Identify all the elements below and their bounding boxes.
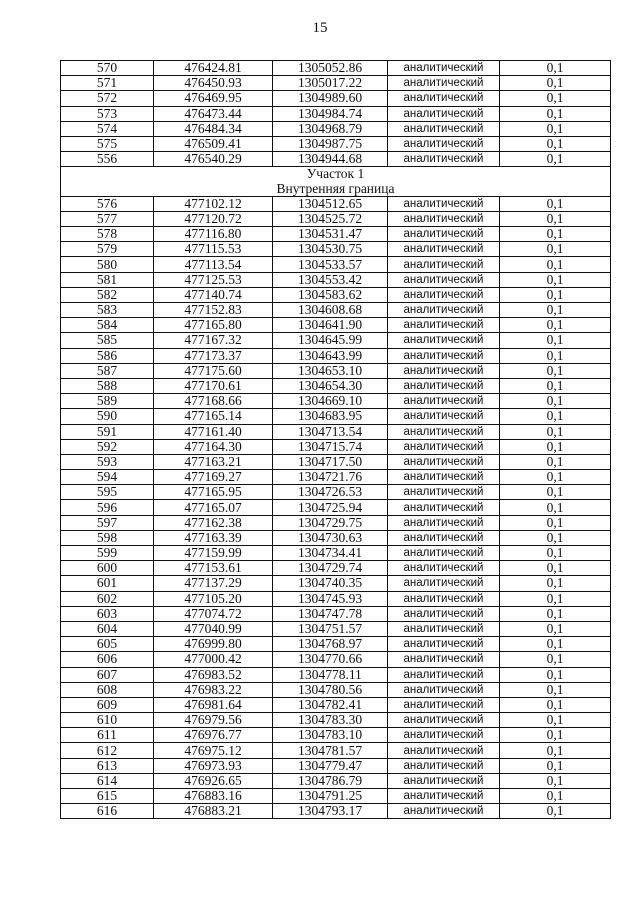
method-cell: аналитический <box>388 591 500 606</box>
x-coordinate-cell: 477163.39 <box>154 530 273 545</box>
point-number-cell: 605 <box>61 637 154 652</box>
y-coordinate-cell: 1304781.57 <box>273 743 388 758</box>
accuracy-cell: 0,1 <box>500 152 611 167</box>
accuracy-cell: 0,1 <box>500 773 611 788</box>
x-coordinate-cell: 477105.20 <box>154 591 273 606</box>
point-number-cell: 586 <box>61 348 154 363</box>
x-coordinate-cell: 476983.52 <box>154 667 273 682</box>
method-cell: аналитический <box>388 227 500 242</box>
x-coordinate-cell: 476973.93 <box>154 758 273 773</box>
x-coordinate-cell: 476473.44 <box>154 106 273 121</box>
y-coordinate-cell: 1304729.74 <box>273 561 388 576</box>
table-row <box>61 485 611 500</box>
method-cell: аналитический <box>388 318 500 333</box>
x-coordinate-cell: 477153.61 <box>154 561 273 576</box>
accuracy-cell: 0,1 <box>500 500 611 515</box>
x-coordinate-cell: 477137.29 <box>154 576 273 591</box>
method-cell: аналитический <box>388 121 500 136</box>
point-number-cell: 603 <box>61 606 154 621</box>
table-row <box>61 652 611 667</box>
point-number-cell: 598 <box>61 530 154 545</box>
y-coordinate-cell: 1304553.42 <box>273 272 388 287</box>
y-coordinate-cell: 1304530.75 <box>273 242 388 257</box>
table-row <box>61 91 611 106</box>
accuracy-cell: 0,1 <box>500 378 611 393</box>
table-row <box>61 61 611 76</box>
accuracy-cell: 0,1 <box>500 713 611 728</box>
x-coordinate-cell: 477167.32 <box>154 333 273 348</box>
method-cell: аналитический <box>388 363 500 378</box>
y-coordinate-cell: 1304740.35 <box>273 576 388 591</box>
point-number-cell: 571 <box>61 76 154 91</box>
y-coordinate-cell: 1304533.57 <box>273 257 388 272</box>
method-cell: аналитический <box>388 211 500 226</box>
x-coordinate-cell: 477164.30 <box>154 439 273 454</box>
table-row <box>61 667 611 682</box>
y-coordinate-cell: 1304786.79 <box>273 773 388 788</box>
accuracy-cell: 0,1 <box>500 561 611 576</box>
accuracy-cell: 0,1 <box>500 318 611 333</box>
accuracy-cell: 0,1 <box>500 272 611 287</box>
method-cell: аналитический <box>388 515 500 530</box>
accuracy-cell: 0,1 <box>500 546 611 561</box>
y-coordinate-cell: 1304725.94 <box>273 500 388 515</box>
y-coordinate-cell: 1304782.41 <box>273 697 388 712</box>
method-cell: аналитический <box>388 667 500 682</box>
accuracy-cell: 0,1 <box>500 682 611 697</box>
point-number-cell: 570 <box>61 61 154 76</box>
table-row <box>61 804 611 819</box>
x-coordinate-cell: 476424.81 <box>154 61 273 76</box>
y-coordinate-cell: 1304780.56 <box>273 682 388 697</box>
method-cell: аналитический <box>388 621 500 636</box>
accuracy-cell: 0,1 <box>500 470 611 485</box>
table-row <box>61 378 611 393</box>
y-coordinate-cell: 1304770.66 <box>273 652 388 667</box>
table-row <box>61 333 611 348</box>
method-cell: аналитический <box>388 136 500 151</box>
point-number-cell: 585 <box>61 333 154 348</box>
y-coordinate-cell: 1304717.50 <box>273 454 388 469</box>
table-row <box>61 758 611 773</box>
point-number-cell: 610 <box>61 713 154 728</box>
accuracy-cell: 0,1 <box>500 287 611 302</box>
x-coordinate-cell: 477000.42 <box>154 652 273 667</box>
y-coordinate-cell: 1304654.30 <box>273 378 388 393</box>
x-coordinate-cell: 477161.40 <box>154 424 273 439</box>
method-cell: аналитический <box>388 272 500 287</box>
point-number-cell: 575 <box>61 136 154 151</box>
x-coordinate-cell: 477165.07 <box>154 500 273 515</box>
accuracy-cell: 0,1 <box>500 576 611 591</box>
table-row <box>61 196 611 211</box>
table-row <box>61 287 611 302</box>
accuracy-cell: 0,1 <box>500 789 611 804</box>
x-coordinate-cell: 477169.27 <box>154 470 273 485</box>
table-row <box>61 257 611 272</box>
point-number-cell: 608 <box>61 682 154 697</box>
point-number-cell: 583 <box>61 303 154 318</box>
accuracy-cell: 0,1 <box>500 303 611 318</box>
point-number-cell: 587 <box>61 363 154 378</box>
table-row <box>61 424 611 439</box>
y-coordinate-cell: 1304645.99 <box>273 333 388 348</box>
y-coordinate-cell: 1304641.90 <box>273 318 388 333</box>
table-row <box>61 211 611 226</box>
table-row <box>61 227 611 242</box>
table-row <box>61 743 611 758</box>
y-coordinate-cell: 1304984.74 <box>273 106 388 121</box>
point-number-cell: 591 <box>61 424 154 439</box>
y-coordinate-cell: 1305017.22 <box>273 76 388 91</box>
y-coordinate-cell: 1304968.79 <box>273 121 388 136</box>
table-row <box>61 348 611 363</box>
accuracy-cell: 0,1 <box>500 227 611 242</box>
method-cell: аналитический <box>388 485 500 500</box>
table-row <box>61 697 611 712</box>
accuracy-cell: 0,1 <box>500 743 611 758</box>
y-coordinate-cell: 1304721.76 <box>273 470 388 485</box>
accuracy-cell: 0,1 <box>500 363 611 378</box>
x-coordinate-cell: 476999.80 <box>154 637 273 652</box>
x-coordinate-cell: 476926.65 <box>154 773 273 788</box>
y-coordinate-cell: 1304713.54 <box>273 424 388 439</box>
x-coordinate-cell: 476484.34 <box>154 121 273 136</box>
table-row <box>61 621 611 636</box>
table-row <box>61 454 611 469</box>
table-row <box>61 561 611 576</box>
method-cell: аналитический <box>388 409 500 424</box>
accuracy-cell: 0,1 <box>500 121 611 136</box>
point-number-cell: 579 <box>61 242 154 257</box>
page-number: 15 <box>312 20 328 36</box>
point-number-cell: 595 <box>61 485 154 500</box>
method-cell: аналитический <box>388 333 500 348</box>
y-coordinate-cell: 1304734.41 <box>273 546 388 561</box>
accuracy-cell: 0,1 <box>500 652 611 667</box>
accuracy-cell: 0,1 <box>500 61 611 76</box>
point-number-cell: 592 <box>61 439 154 454</box>
point-number-cell: 574 <box>61 121 154 136</box>
x-coordinate-cell: 477168.66 <box>154 394 273 409</box>
y-coordinate-cell: 1305052.86 <box>273 61 388 76</box>
accuracy-cell: 0,1 <box>500 697 611 712</box>
table-row <box>61 682 611 697</box>
y-coordinate-cell: 1304512.65 <box>273 196 388 211</box>
method-cell: аналитический <box>388 76 500 91</box>
method-cell: аналитический <box>388 91 500 106</box>
method-cell: аналитический <box>388 789 500 804</box>
method-cell: аналитический <box>388 697 500 712</box>
point-number-cell: 578 <box>61 227 154 242</box>
point-number-cell: 596 <box>61 500 154 515</box>
table-row <box>61 500 611 515</box>
method-cell: аналитический <box>388 303 500 318</box>
accuracy-cell: 0,1 <box>500 591 611 606</box>
y-coordinate-cell: 1304643.99 <box>273 348 388 363</box>
x-coordinate-cell: 477113.54 <box>154 257 273 272</box>
method-cell: аналитический <box>388 530 500 545</box>
method-cell: аналитический <box>388 773 500 788</box>
accuracy-cell: 0,1 <box>500 758 611 773</box>
accuracy-cell: 0,1 <box>500 333 611 348</box>
point-number-cell: 556 <box>61 152 154 167</box>
point-number-cell: 572 <box>61 91 154 106</box>
method-cell: аналитический <box>388 576 500 591</box>
accuracy-cell: 0,1 <box>500 76 611 91</box>
x-coordinate-cell: 476981.64 <box>154 697 273 712</box>
y-coordinate-cell: 1304751.57 <box>273 621 388 636</box>
table-row <box>61 152 611 167</box>
method-cell: аналитический <box>388 804 500 819</box>
table-row <box>61 272 611 287</box>
table-row <box>61 713 611 728</box>
point-number-cell: 612 <box>61 743 154 758</box>
accuracy-cell: 0,1 <box>500 606 611 621</box>
x-coordinate-cell: 477173.37 <box>154 348 273 363</box>
point-number-cell: 606 <box>61 652 154 667</box>
x-coordinate-cell: 477074.72 <box>154 606 273 621</box>
x-coordinate-cell: 477159.99 <box>154 546 273 561</box>
method-cell: аналитический <box>388 424 500 439</box>
y-coordinate-cell: 1304525.72 <box>273 211 388 226</box>
method-cell: аналитический <box>388 606 500 621</box>
rows-after-section <box>61 196 611 819</box>
y-coordinate-cell: 1304730.63 <box>273 530 388 545</box>
x-coordinate-cell: 476450.93 <box>154 76 273 91</box>
y-coordinate-cell: 1304747.78 <box>273 606 388 621</box>
point-number-cell: 582 <box>61 287 154 302</box>
point-number-cell: 590 <box>61 409 154 424</box>
table-row <box>61 106 611 121</box>
accuracy-cell: 0,1 <box>500 196 611 211</box>
y-coordinate-cell: 1304583.62 <box>273 287 388 302</box>
accuracy-cell: 0,1 <box>500 667 611 682</box>
table-row <box>61 789 611 804</box>
x-coordinate-cell: 477163.21 <box>154 454 273 469</box>
table-row <box>61 439 611 454</box>
accuracy-cell: 0,1 <box>500 637 611 652</box>
method-cell: аналитический <box>388 561 500 576</box>
coordinates-table <box>60 60 611 819</box>
point-number-cell: 613 <box>61 758 154 773</box>
method-cell: аналитический <box>388 454 500 469</box>
point-number-cell: 577 <box>61 211 154 226</box>
x-coordinate-cell: 477165.14 <box>154 409 273 424</box>
accuracy-cell: 0,1 <box>500 409 611 424</box>
accuracy-cell: 0,1 <box>500 728 611 743</box>
y-coordinate-cell: 1304987.75 <box>273 136 388 151</box>
table-row <box>61 546 611 561</box>
method-cell: аналитический <box>388 470 500 485</box>
section-subtitle: Внутренняя граница <box>61 182 611 197</box>
x-coordinate-cell: 477102.12 <box>154 196 273 211</box>
x-coordinate-cell: 477120.72 <box>154 211 273 226</box>
accuracy-cell: 0,1 <box>500 394 611 409</box>
point-number-cell: 593 <box>61 454 154 469</box>
x-coordinate-cell: 477116.80 <box>154 227 273 242</box>
method-cell: аналитический <box>388 546 500 561</box>
x-coordinate-cell: 476883.16 <box>154 789 273 804</box>
x-coordinate-cell: 477165.80 <box>154 318 273 333</box>
point-number-cell: 597 <box>61 515 154 530</box>
table-row <box>61 530 611 545</box>
x-coordinate-cell: 476540.29 <box>154 152 273 167</box>
table-row <box>61 121 611 136</box>
accuracy-cell: 0,1 <box>500 530 611 545</box>
y-coordinate-cell: 1304768.97 <box>273 637 388 652</box>
accuracy-cell: 0,1 <box>500 621 611 636</box>
x-coordinate-cell: 477140.74 <box>154 287 273 302</box>
table-row <box>61 394 611 409</box>
point-number-cell: 576 <box>61 196 154 211</box>
x-coordinate-cell: 476983.22 <box>154 682 273 697</box>
y-coordinate-cell: 1304944.68 <box>273 152 388 167</box>
point-number-cell: 599 <box>61 546 154 561</box>
accuracy-cell: 0,1 <box>500 424 611 439</box>
table-row <box>61 303 611 318</box>
method-cell: аналитический <box>388 196 500 211</box>
x-coordinate-cell: 477152.83 <box>154 303 273 318</box>
point-number-cell: 614 <box>61 773 154 788</box>
point-number-cell: 588 <box>61 378 154 393</box>
accuracy-cell: 0,1 <box>500 348 611 363</box>
point-number-cell: 609 <box>61 697 154 712</box>
y-coordinate-cell: 1304531.47 <box>273 227 388 242</box>
accuracy-cell: 0,1 <box>500 106 611 121</box>
accuracy-cell: 0,1 <box>500 91 611 106</box>
x-coordinate-cell: 477175.60 <box>154 363 273 378</box>
point-number-cell: 602 <box>61 591 154 606</box>
table-row <box>61 515 611 530</box>
x-coordinate-cell: 476979.56 <box>154 713 273 728</box>
point-number-cell: 615 <box>61 789 154 804</box>
y-coordinate-cell: 1304783.30 <box>273 713 388 728</box>
y-coordinate-cell: 1304778.11 <box>273 667 388 682</box>
section-header <box>61 167 611 196</box>
x-coordinate-cell: 477162.38 <box>154 515 273 530</box>
x-coordinate-cell: 476883.21 <box>154 804 273 819</box>
x-coordinate-cell: 477115.53 <box>154 242 273 257</box>
point-number-cell: 580 <box>61 257 154 272</box>
method-cell: аналитический <box>388 743 500 758</box>
table-row <box>61 606 611 621</box>
point-number-cell: 611 <box>61 728 154 743</box>
x-coordinate-cell: 476509.41 <box>154 136 273 151</box>
method-cell: аналитический <box>388 242 500 257</box>
accuracy-cell: 0,1 <box>500 454 611 469</box>
table-row <box>61 136 611 151</box>
accuracy-cell: 0,1 <box>500 485 611 500</box>
accuracy-cell: 0,1 <box>500 211 611 226</box>
accuracy-cell: 0,1 <box>500 242 611 257</box>
method-cell: аналитический <box>388 682 500 697</box>
section-title: Участок 1 <box>61 167 611 182</box>
x-coordinate-cell: 476975.12 <box>154 743 273 758</box>
x-coordinate-cell: 477125.53 <box>154 272 273 287</box>
point-number-cell: 594 <box>61 470 154 485</box>
table-row <box>61 773 611 788</box>
point-number-cell: 584 <box>61 318 154 333</box>
method-cell: аналитический <box>388 500 500 515</box>
method-cell: аналитический <box>388 652 500 667</box>
method-cell: аналитический <box>388 378 500 393</box>
y-coordinate-cell: 1304989.60 <box>273 91 388 106</box>
table-row <box>61 318 611 333</box>
point-number-cell: 601 <box>61 576 154 591</box>
method-cell: аналитический <box>388 713 500 728</box>
x-coordinate-cell: 477040.99 <box>154 621 273 636</box>
accuracy-cell: 0,1 <box>500 804 611 819</box>
point-number-cell: 600 <box>61 561 154 576</box>
y-coordinate-cell: 1304726.53 <box>273 485 388 500</box>
x-coordinate-cell: 476976.77 <box>154 728 273 743</box>
method-cell: аналитический <box>388 106 500 121</box>
y-coordinate-cell: 1304608.68 <box>273 303 388 318</box>
table-row <box>61 470 611 485</box>
y-coordinate-cell: 1304783.10 <box>273 728 388 743</box>
rows-before-section <box>61 61 611 167</box>
point-number-cell: 607 <box>61 667 154 682</box>
y-coordinate-cell: 1304745.93 <box>273 591 388 606</box>
x-coordinate-cell: 476469.95 <box>154 91 273 106</box>
y-coordinate-cell: 1304791.25 <box>273 789 388 804</box>
table-row <box>61 576 611 591</box>
accuracy-cell: 0,1 <box>500 439 611 454</box>
y-coordinate-cell: 1304729.75 <box>273 515 388 530</box>
y-coordinate-cell: 1304653.10 <box>273 363 388 378</box>
method-cell: аналитический <box>388 758 500 773</box>
method-cell: аналитический <box>388 287 500 302</box>
table-row <box>61 76 611 91</box>
method-cell: аналитический <box>388 152 500 167</box>
method-cell: аналитический <box>388 728 500 743</box>
accuracy-cell: 0,1 <box>500 136 611 151</box>
method-cell: аналитический <box>388 439 500 454</box>
point-number-cell: 573 <box>61 106 154 121</box>
method-cell: аналитический <box>388 61 500 76</box>
method-cell: аналитический <box>388 637 500 652</box>
table-row <box>61 409 611 424</box>
y-coordinate-cell: 1304669.10 <box>273 394 388 409</box>
x-coordinate-cell: 477170.61 <box>154 378 273 393</box>
table-row <box>61 242 611 257</box>
y-coordinate-cell: 1304715.74 <box>273 439 388 454</box>
accuracy-cell: 0,1 <box>500 257 611 272</box>
y-coordinate-cell: 1304683.95 <box>273 409 388 424</box>
table-row <box>61 591 611 606</box>
point-number-cell: 589 <box>61 394 154 409</box>
point-number-cell: 604 <box>61 621 154 636</box>
accuracy-cell: 0,1 <box>500 515 611 530</box>
table-row <box>61 637 611 652</box>
table-row <box>61 363 611 378</box>
table-row <box>61 728 611 743</box>
point-number-cell: 581 <box>61 272 154 287</box>
method-cell: аналитический <box>388 257 500 272</box>
method-cell: аналитический <box>388 348 500 363</box>
y-coordinate-cell: 1304779.47 <box>273 758 388 773</box>
x-coordinate-cell: 477165.95 <box>154 485 273 500</box>
point-number-cell: 616 <box>61 804 154 819</box>
method-cell: аналитический <box>388 394 500 409</box>
y-coordinate-cell: 1304793.17 <box>273 804 388 819</box>
